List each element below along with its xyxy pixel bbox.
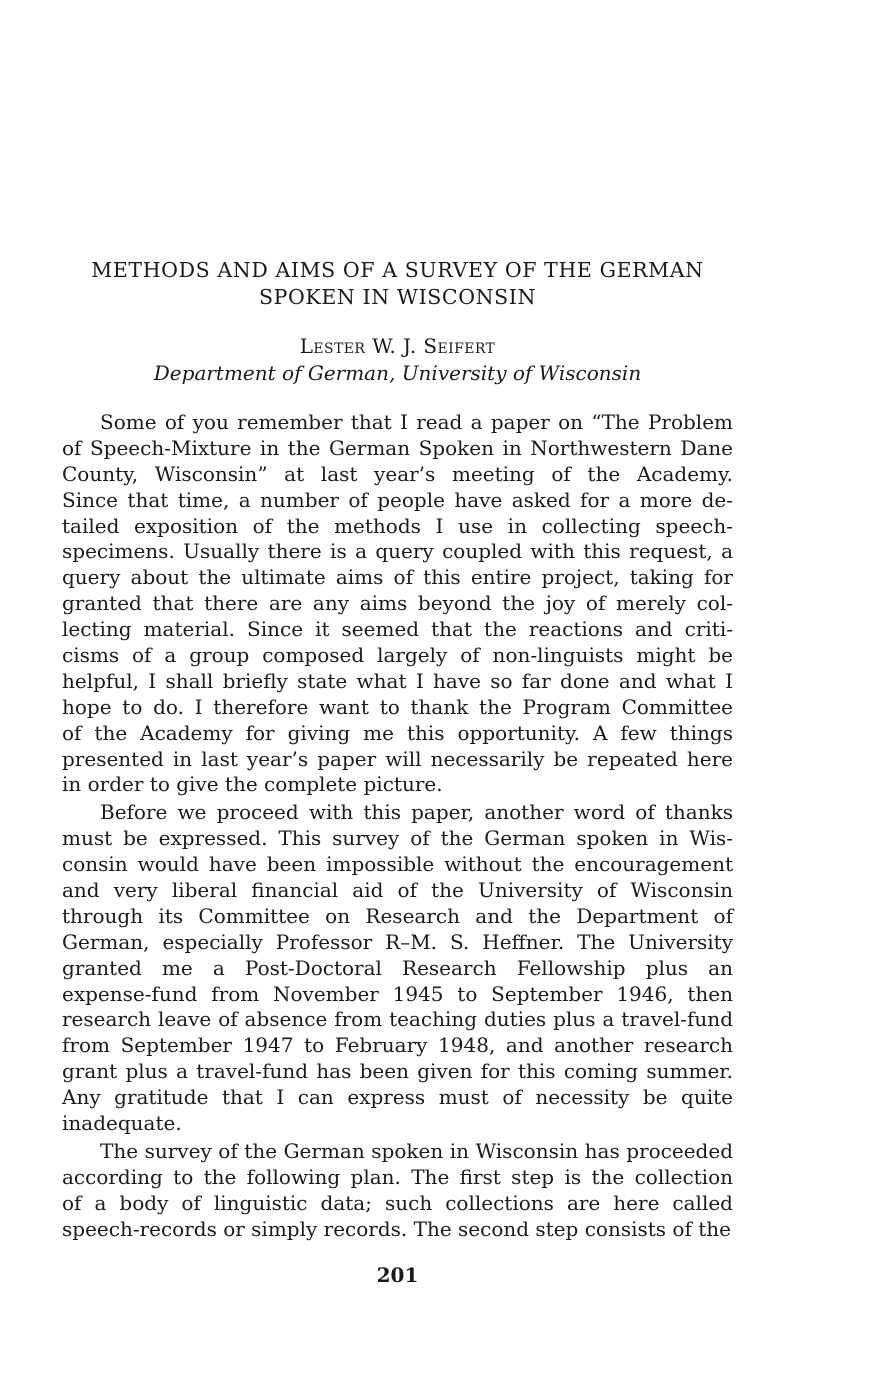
- text-line: The survey of the German spoken in Wisconsin has proceeded: [100, 1138, 733, 1163]
- text-line: granted that there are any aims beyond the joy of merely col-: [62, 591, 733, 616]
- text-line: according to the following plan. The first step is the collection: [62, 1164, 733, 1189]
- text-line: in order to give the complete picture.: [62, 772, 443, 797]
- text-line: of a body of linguistic data; such collections are here called: [62, 1190, 733, 1215]
- text-line: from September 1947 to February 1948, and another research: [62, 1033, 733, 1058]
- text-line: of Speech-Mixture in the German Spoken in Northwestern Dane: [62, 435, 733, 460]
- article-title: [62, 257, 733, 311]
- text-line: consin would have been impossible without the encouragement: [62, 852, 733, 877]
- text-line: cisms of a group composed largely of non-linguists might be: [62, 643, 733, 668]
- paragraph: [62, 1139, 733, 1243]
- title-line-2: SPOKEN IN WISCONSIN: [258, 285, 537, 309]
- text-line: must be expressed. This survey of the German spoken in Wis-: [62, 826, 733, 851]
- title-line-1: METHODS AND AIMS OF A SURVEY OF THE GERMAN: [91, 258, 704, 282]
- text-line: County, Wisconsin” at last year’s meeting of the Academy.: [62, 461, 733, 486]
- text-line: of the Academy for giving me this opportunity. A few things: [62, 720, 733, 745]
- text-line: Since that time, a number of people have asked for a more de-: [62, 487, 733, 512]
- text-line: Before we proceed with this paper, another word of thanks: [100, 800, 733, 825]
- text-line: through its Committee on Research and the Department of: [62, 903, 733, 928]
- author-affiliation: Department of German, University of Wisconsin: [153, 361, 642, 385]
- text-line: research leave of absence from teaching duties plus a travel-fund: [62, 1007, 733, 1032]
- text-line: query about the ultimate aims of this entire project, taking for: [62, 565, 733, 590]
- text-line: tailed exposition of the methods I use in collecting speech-: [62, 513, 733, 538]
- text-line: hope to do. I therefore want to thank the Program Committee: [62, 694, 733, 719]
- text-line: expense-fund from November 1945 to September 1946, then: [62, 981, 733, 1006]
- article-body: [62, 410, 733, 1243]
- text-line: speech-records or simply records. The second step consists of the: [62, 1216, 731, 1241]
- text-line: Some of you remember that I read a paper on “The Problem: [100, 410, 733, 434]
- page-number: 201: [376, 1263, 419, 1287]
- text-line: presented in last year’s paper will necessarily be repeated here: [62, 746, 733, 771]
- text-line: grant plus a travel-fund has been given for this coming summer.: [62, 1059, 733, 1084]
- author-name: Lester W. J. Seifert: [299, 334, 496, 358]
- text-line: Any gratitude that I can express must of necessity be quite: [62, 1085, 733, 1110]
- text-line: and very liberal financial aid of the University of Wisconsin: [62, 878, 733, 903]
- text-line: lecting material. Since it seemed that the reactions and criti-: [62, 617, 733, 642]
- text-line: specimens. Usually there is a query coupled with this request, a: [62, 539, 733, 564]
- paragraph: [62, 410, 733, 798]
- paragraph: [62, 800, 733, 1137]
- document-page: [62, 0, 733, 1380]
- text-line: granted me a Post-Doctoral Research Fellowship plus an: [62, 955, 733, 980]
- text-line: German, especially Professor R–M. S. Heffner. The University: [62, 929, 733, 954]
- text-line: helpful, I shall briefly state what I have so far done and what I: [62, 668, 733, 693]
- text-line: inadequate.: [62, 1111, 182, 1136]
